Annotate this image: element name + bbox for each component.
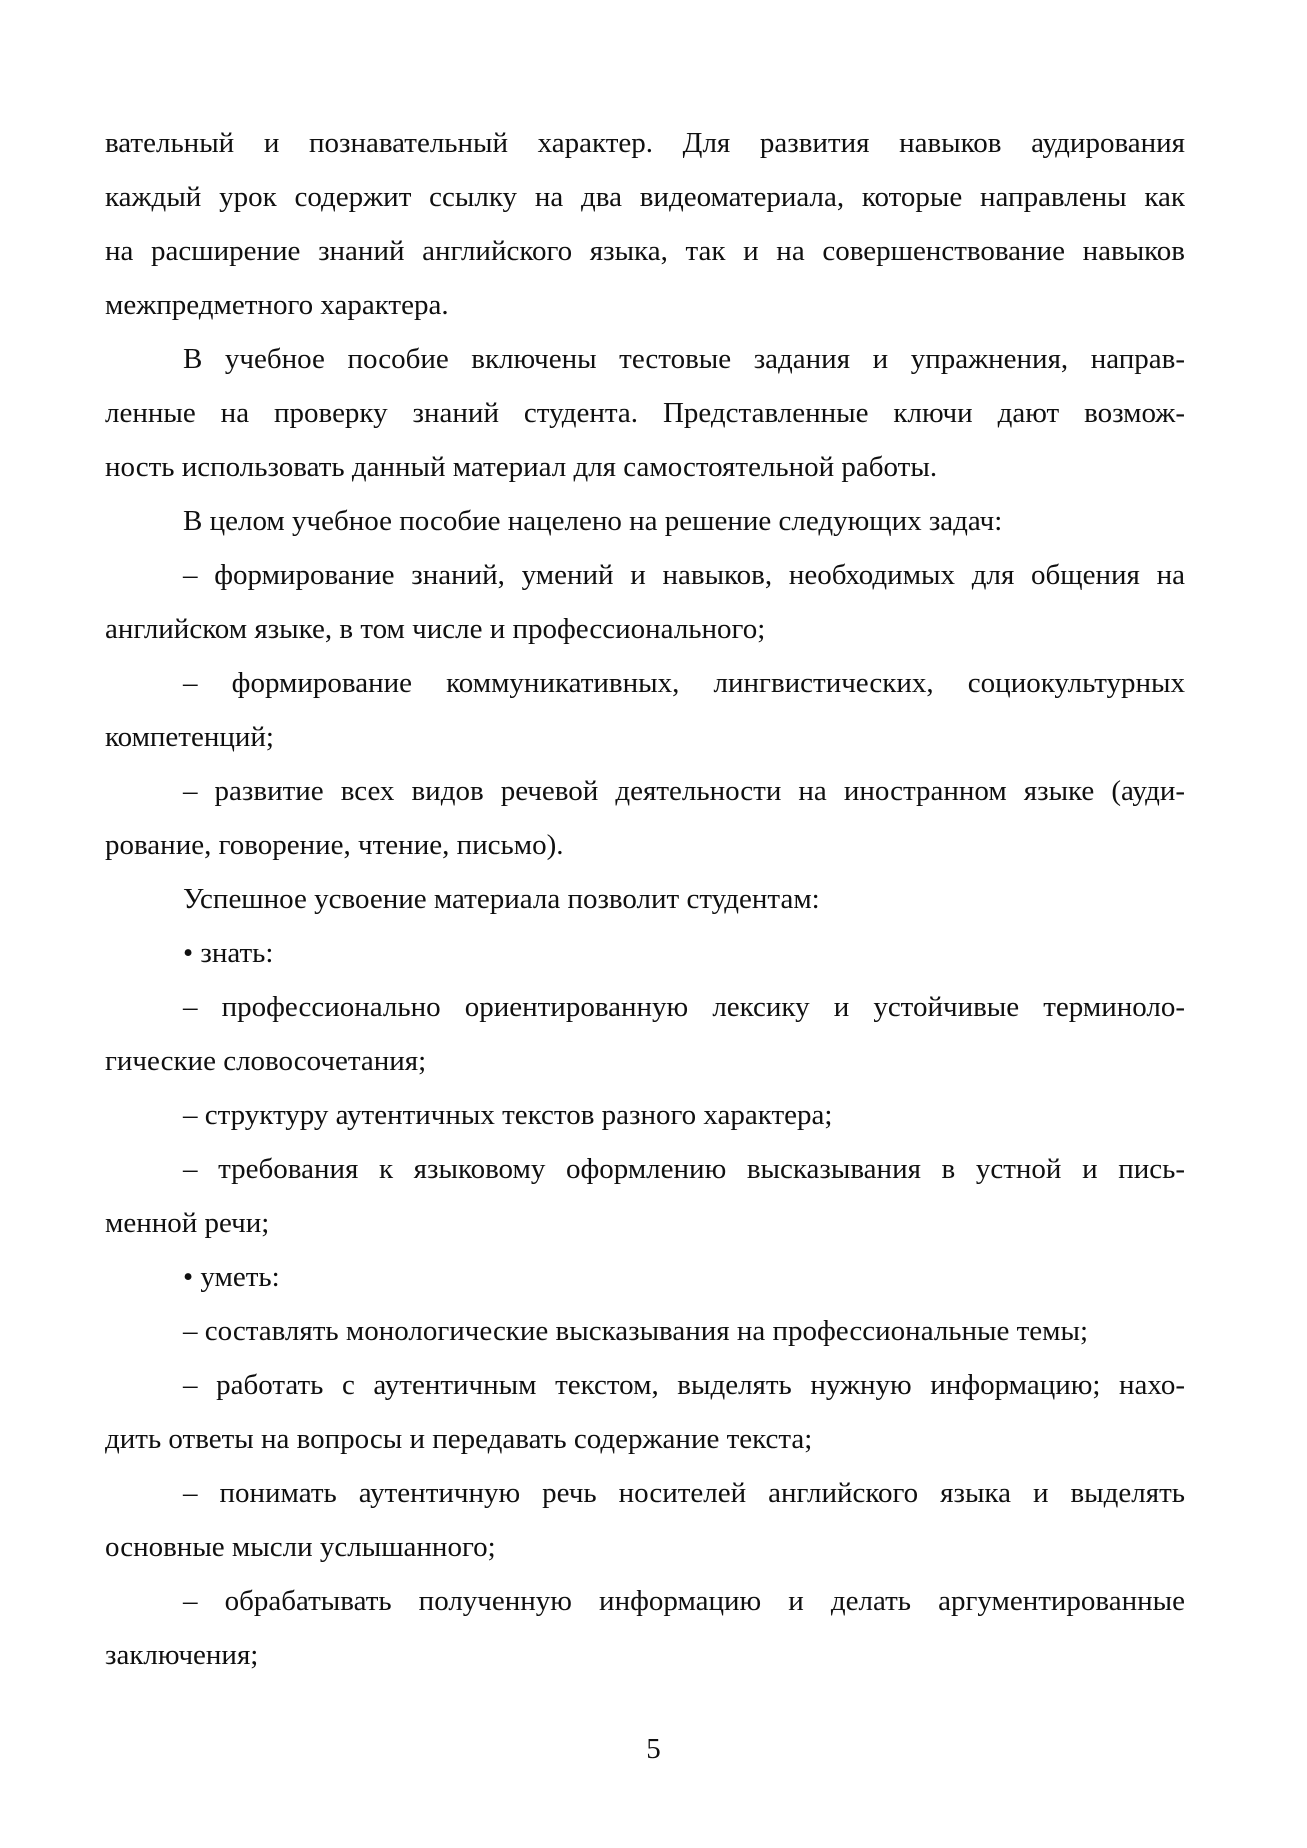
page-number: 5 — [646, 1733, 661, 1765]
text-line: основные мысли услышанного; — [105, 1531, 496, 1563]
text-line: – понимать аутентичную речь носителей английского языка и выделять — [183, 1477, 1185, 1509]
text-line: – требования к языковому оформлению высказывания в устной и пись- — [183, 1153, 1185, 1185]
text-line: менной речи; — [105, 1207, 270, 1239]
page-footer — [0, 1722, 1307, 1776]
text-line: заключения; — [105, 1639, 259, 1671]
text-line: – формирование знаний, умений и навыков, необходимых для общения на — [183, 559, 1185, 591]
bullet-paragraph — [105, 926, 1185, 980]
text-line: ность использовать данный материал для самостоятельной работы. — [105, 451, 938, 483]
paragraph — [105, 656, 1185, 764]
text-line: – обрабатывать полученную информацию и делать аргументированные — [183, 1585, 1185, 1617]
paragraph — [105, 872, 1185, 926]
text-line: – формирование коммуникативных, лингвистических, социокультурных — [183, 667, 1185, 699]
text-line: – структуру аутентичных текстов разного характера; — [183, 1099, 833, 1131]
text-line: каждый урок содержит ссылку на два видеоматериала, которые направлены как — [105, 181, 1185, 213]
text-line: – развитие всех видов речевой деятельности на иностранном языке (ауди- — [183, 775, 1185, 807]
text-line: Успешное усвоение материала позволит студентам: — [183, 883, 820, 915]
paragraph — [105, 1088, 1185, 1142]
text-line: В целом учебное пособие нацелено на решение следующих задач: — [183, 505, 1003, 537]
paragraph — [105, 980, 1185, 1088]
text-line: – профессионально ориентированную лексику и устойчивые терминоло- — [183, 991, 1185, 1023]
paragraph — [105, 1304, 1185, 1358]
text-line: компетенций; — [105, 721, 274, 753]
paragraph — [105, 1466, 1185, 1574]
text-line: рование, говорение, чтение, письмо). — [105, 829, 564, 861]
text-line: • уметь: — [183, 1261, 280, 1293]
text-line: на расширение знаний английского языка, так и на совершенствование навыков — [105, 235, 1185, 267]
paragraph — [105, 1358, 1185, 1466]
text-line: – работать с аутентичным текстом, выделять нужную информацию; нахо- — [183, 1369, 1185, 1401]
bullet-paragraph — [105, 1250, 1185, 1304]
paragraph — [105, 494, 1185, 548]
text-line: ленные на проверку знаний студента. Представленные ключи дают возмож- — [105, 397, 1185, 429]
text-line: вательный и познавательный характер. Для развития навыков аудирования — [105, 127, 1185, 159]
text-block — [105, 116, 1185, 1682]
text-line: межпредметного характера. — [105, 289, 449, 321]
paragraph — [105, 332, 1185, 494]
paragraph — [105, 548, 1185, 656]
paragraph — [105, 1142, 1185, 1250]
paragraph — [105, 764, 1185, 872]
text-line: – составлять монологические высказывания на профессиональные темы; — [183, 1315, 1089, 1347]
paragraph — [105, 116, 1185, 332]
text-line: дить ответы на вопросы и передавать содержание текста; — [105, 1423, 813, 1455]
text-line: гические словосочетания; — [105, 1045, 427, 1077]
paragraph — [105, 1574, 1185, 1682]
text-line: английском языке, в том числе и профессионального; — [105, 613, 766, 645]
text-line: • знать: — [183, 937, 274, 969]
text-line: В учебное пособие включены тестовые задания и упражнения, направ- — [183, 343, 1185, 375]
